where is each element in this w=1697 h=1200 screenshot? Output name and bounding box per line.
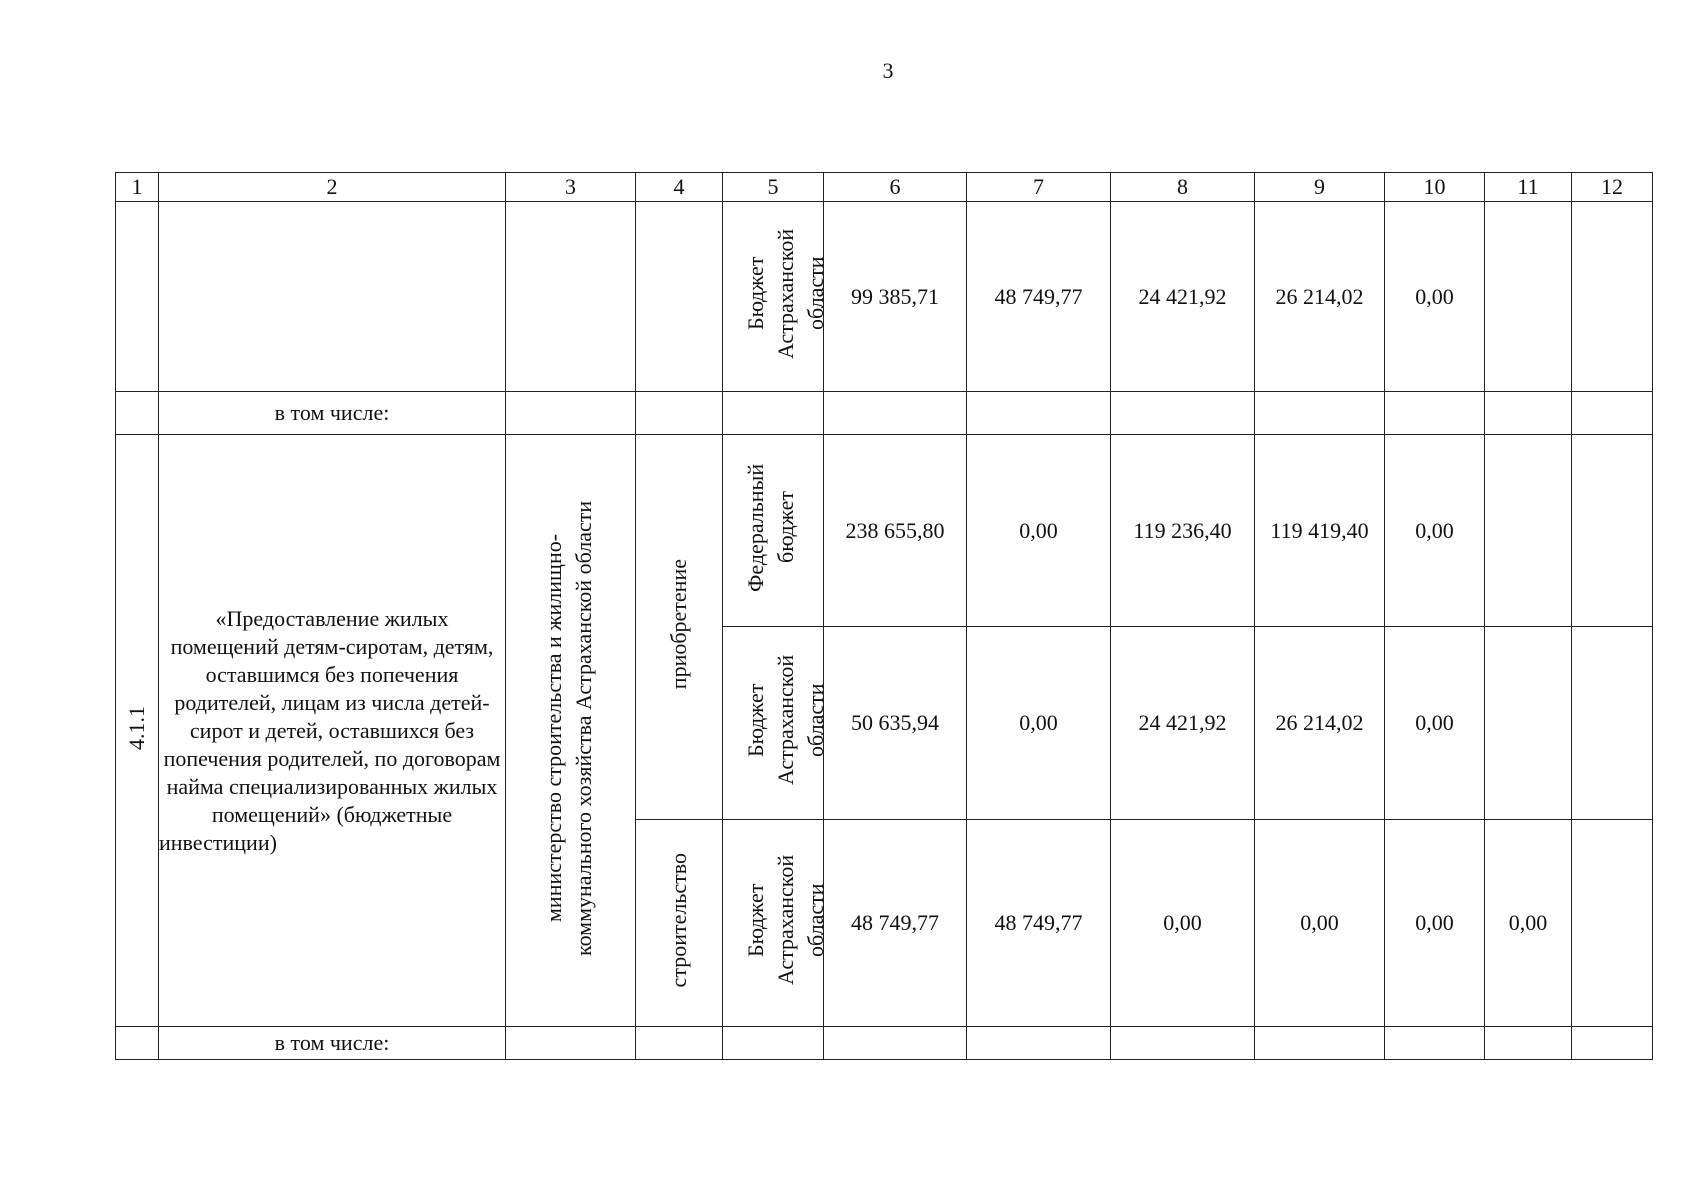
value-cell: 238 655,80 [824, 435, 967, 627]
funding-source-cell [723, 627, 828, 820]
column-number: 12 [1572, 173, 1653, 202]
table-row [116, 392, 1653, 435]
value-cell: 99 385,71 [824, 202, 967, 392]
column-number: 2 [159, 173, 506, 202]
item-number-cell [116, 435, 159, 1027]
value-cell: 48 749,77 [967, 820, 1111, 1027]
empty-cell [116, 202, 159, 392]
empty-cell [1485, 435, 1572, 627]
table-row [116, 1027, 1653, 1060]
column-number-row [116, 173, 1653, 202]
empty-cell [1572, 627, 1653, 820]
empty-cell [723, 1027, 824, 1060]
value-cell: 0,00 [1255, 820, 1385, 1027]
value-cell: 0,00 [1385, 202, 1485, 392]
column-number: 10 [1385, 173, 1485, 202]
including-label: в том числе: [159, 1027, 506, 1060]
empty-cell [1111, 1027, 1255, 1060]
page-number: 3 [882, 58, 894, 83]
column-number: 9 [1255, 173, 1385, 202]
empty-cell [1255, 392, 1385, 435]
item-number: 4.1.1 [124, 705, 149, 750]
column-number: 6 [824, 173, 967, 202]
column-number: 1 [116, 173, 159, 202]
method-purchase: приобретение [666, 558, 691, 690]
value-cell: 0,00 [967, 435, 1111, 627]
empty-cell [636, 392, 723, 435]
empty-cell [1111, 392, 1255, 435]
value-cell: 119 419,40 [1255, 435, 1385, 627]
table-row [116, 202, 1653, 392]
column-number: 4 [636, 173, 723, 202]
funding-source: Бюджет Астраханской области [743, 228, 828, 359]
including-label: в том числе: [159, 392, 506, 435]
empty-cell [506, 392, 636, 435]
empty-cell [1572, 1027, 1653, 1060]
value-cell: 0,00 [1385, 820, 1485, 1027]
value-cell: 0,00 [1385, 435, 1485, 627]
value-cell: 0,00 [1385, 627, 1485, 820]
value-cell: 0,00 [1111, 820, 1255, 1027]
column-number: 7 [967, 173, 1111, 202]
empty-cell [824, 1027, 967, 1060]
funding-source-cell [723, 435, 824, 627]
column-number: 5 [723, 173, 824, 202]
empty-cell [1385, 1027, 1485, 1060]
empty-cell [1485, 1027, 1572, 1060]
empty-cell [506, 1027, 636, 1060]
budget-table [115, 172, 1653, 1060]
funding-source-cell [723, 820, 828, 1027]
empty-cell [636, 202, 723, 392]
empty-cell [1572, 820, 1653, 1027]
empty-cell [967, 1027, 1111, 1060]
funding-source: Бюджет Астраханской области [743, 654, 828, 786]
method-cell [636, 820, 723, 1027]
value-cell: 119 236,40 [1111, 435, 1255, 627]
empty-cell [1255, 1027, 1385, 1060]
funding-source-cell [723, 202, 828, 392]
empty-cell [116, 1027, 159, 1060]
item-name: «Предоставление жилых помещений детям-сиротам, детям, оставшимся без попечения родителей, лицам из числа детей-сирот и детей, оставшихся без попечения родителей, по договорам найма специализированных жилых помещений» (бюджетные инвестиции) [159, 435, 506, 1027]
value-cell: 0,00 [967, 627, 1111, 820]
empty-cell [967, 392, 1111, 435]
empty-cell [1572, 392, 1653, 435]
empty-cell [1572, 202, 1653, 392]
value-cell: 24 421,92 [1111, 202, 1255, 392]
method-cell [636, 435, 723, 820]
empty-cell [824, 392, 967, 435]
funding-source: Бюджет Астраханской области [743, 854, 828, 986]
value-cell: 48 749,77 [824, 820, 967, 1027]
value-cell: 24 421,92 [1111, 627, 1255, 820]
empty-cell [506, 202, 636, 392]
empty-cell [1572, 435, 1653, 627]
value-cell: 26 214,02 [1255, 202, 1385, 392]
value-cell: 50 635,94 [824, 627, 967, 820]
value-cell: 48 749,77 [967, 202, 1111, 392]
empty-cell [1485, 202, 1572, 392]
empty-cell [636, 1027, 723, 1060]
empty-cell [116, 392, 159, 435]
method-construction: строительство [666, 852, 691, 988]
value-cell: 26 214,02 [1255, 627, 1385, 820]
empty-cell [1485, 392, 1572, 435]
empty-cell [1485, 627, 1572, 820]
empty-cell [723, 392, 824, 435]
column-number: 3 [506, 173, 636, 202]
executor-cell [506, 435, 636, 1027]
column-number: 11 [1485, 173, 1572, 202]
column-number: 8 [1111, 173, 1255, 202]
value-cell: 0,00 [1485, 820, 1572, 1027]
funding-source: Федеральный бюджет [743, 463, 798, 592]
executor-name: министерство строительства и жилищно-коммунального хозяйства Астраханской области [540, 499, 596, 956]
table-row [116, 435, 1653, 627]
empty-cell [1385, 392, 1485, 435]
empty-cell [159, 202, 506, 392]
